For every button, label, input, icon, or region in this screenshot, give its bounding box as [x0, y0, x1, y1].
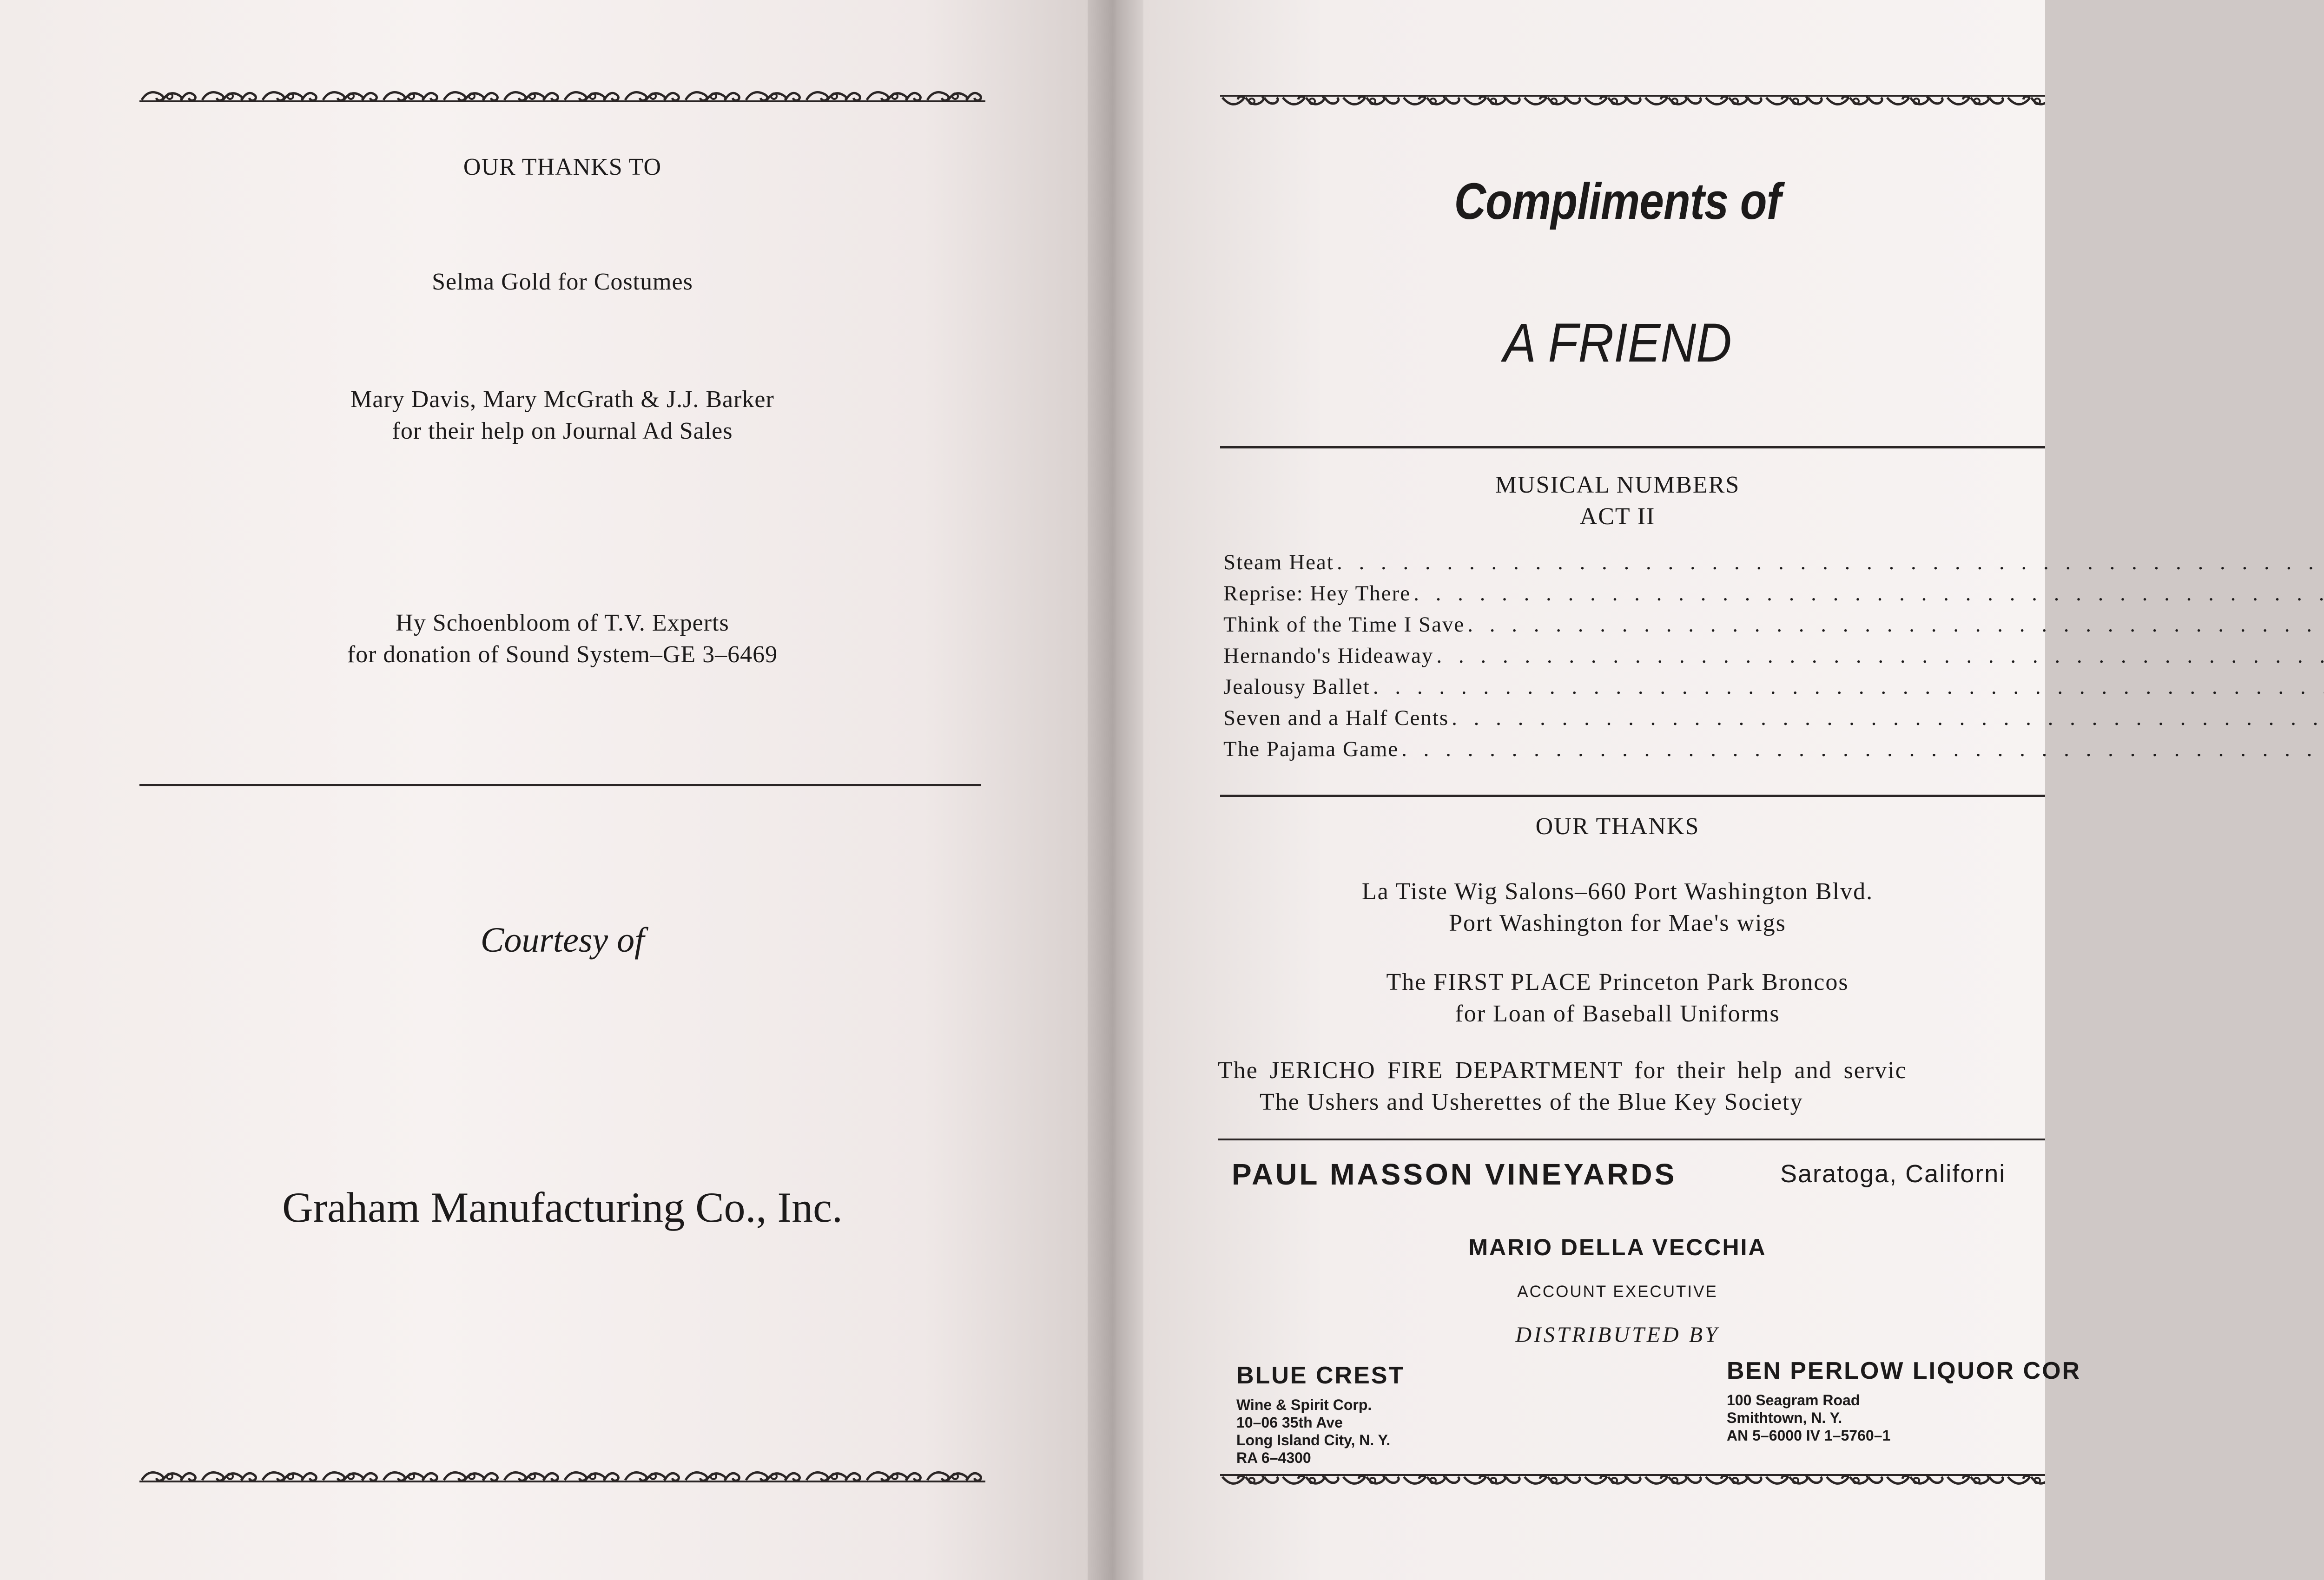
- compliments-heading: Compliments of: [1454, 173, 1781, 230]
- ad-top-rule: [1218, 1139, 2045, 1140]
- courtesy-of-label: Courtesy of: [480, 921, 645, 960]
- distributor-line: 10–06 35th Ave: [1236, 1414, 1343, 1431]
- song-title: The Pajama Game: [1223, 737, 1399, 761]
- musical-numbers-heading: [1190, 469, 2045, 533]
- leader-dots: [1411, 581, 2324, 606]
- credit-line: Selma Gold for Costumes: [432, 269, 693, 295]
- top-ornament-border: [139, 86, 985, 105]
- credit-line: Mary Davis, Mary McGrath & J.J. Barker: [350, 386, 774, 413]
- right-divider-rule-2: [1220, 795, 2045, 797]
- song-title: Steam Heat: [1223, 550, 1334, 574]
- song-title: Think of the Time I Save: [1223, 612, 1465, 637]
- right-divider-rule-1: [1220, 446, 2045, 448]
- distributor-line: Wine & Spirit Corp.: [1236, 1396, 1372, 1413]
- thanks-wig-salons: [1190, 876, 2045, 939]
- list-item: [1223, 550, 2088, 581]
- credit-line: for donation of Sound System–GE 3–6469: [347, 641, 778, 668]
- song-title: Hernando's Hideaway: [1223, 644, 1434, 668]
- list-item: [1223, 643, 2088, 674]
- right-thanks-heading: OUR THANKS: [1535, 813, 1700, 840]
- left-thanks-heading: OUR THANKS TO: [463, 154, 662, 180]
- song-title: Jealousy Ballet: [1223, 675, 1370, 699]
- distributor-line: Smithtown, N. Y.: [1727, 1409, 1842, 1426]
- list-item: [1223, 737, 2088, 768]
- leader-dots: [1370, 674, 2324, 699]
- thanks-broncos: [1190, 967, 2045, 1030]
- credit-ad-sales: [139, 384, 985, 447]
- credit-costumes: [139, 266, 985, 298]
- list-item: [1223, 674, 2088, 705]
- leader-dots: [1433, 643, 2324, 668]
- sponsor-name: Graham Manufacturing Co., Inc.: [282, 1184, 843, 1231]
- ad-company-name: PAUL MASSON VINEYARDS: [1232, 1158, 1677, 1191]
- list-item: [1223, 705, 2088, 737]
- thanks-line: The JERICHO FIRE DEPARTMENT for their help and servic: [1218, 1057, 1907, 1084]
- bottom-ornament-border: [1220, 1472, 2045, 1491]
- song-title: Reprise: Hey There: [1223, 581, 1411, 606]
- song-title: Seven and a Half Cents: [1223, 706, 1449, 730]
- thanks-line: Port Washington for Mae's wigs: [1449, 910, 1786, 936]
- thanks-line: for Loan of Baseball Uniforms: [1455, 1001, 1780, 1027]
- credit-line: Hy Schoenbloom of T.V. Experts: [396, 610, 729, 636]
- thanks-line: The FIRST PLACE Princeton Park Broncos: [1386, 969, 1849, 995]
- thanks-fire-department: [1218, 1055, 2045, 1118]
- left-page: [0, 0, 1088, 1580]
- leader-dots: [1334, 550, 2324, 575]
- book-gutter: [1088, 0, 1143, 1580]
- distributor-line: RA 6–4300: [1236, 1449, 1311, 1466]
- musical-numbers-title: MUSICAL NUMBERS: [1495, 472, 1740, 498]
- thanks-line: La Tiste Wig Salons–660 Port Washington Blvd.: [1361, 878, 1874, 905]
- list-item: [1223, 612, 2088, 643]
- credit-line: for their help on Journal Ad Sales: [392, 418, 733, 444]
- distributor-name: BLUE CREST: [1236, 1362, 1405, 1389]
- list-item: [1223, 581, 2088, 612]
- left-divider-rule: [139, 784, 981, 786]
- friend-heading: A FRIEND: [1503, 312, 1732, 374]
- ad-person-name: MARIO DELLA VECCHIA: [1468, 1234, 1767, 1260]
- right-page: [1143, 0, 2081, 1580]
- top-ornament-border: [1220, 93, 2045, 112]
- leader-dots: [1465, 612, 2324, 637]
- thanks-line: The Ushers and Usherettes of the Blue Key Society: [1260, 1089, 1803, 1115]
- ad-location: Saratoga, Californi: [1780, 1160, 2006, 1188]
- credit-sound-system: [139, 607, 985, 671]
- distributor-ben-perlow: [1727, 1357, 2081, 1444]
- distributor-line: Long Island City, N. Y.: [1236, 1432, 1391, 1448]
- leader-dots: [1449, 705, 2324, 731]
- act-label: ACT II: [1579, 503, 1656, 530]
- leader-dots: [1399, 737, 2324, 762]
- distributor-name: BEN PERLOW LIQUOR COR: [1727, 1357, 2081, 1384]
- distributor-line: 100 Seagram Road: [1727, 1392, 1860, 1409]
- musical-numbers-list: [1223, 550, 2088, 768]
- distributor-line: AN 5–6000 IV 1–5760–1: [1727, 1427, 1891, 1444]
- ad-distributed-by: DISTRIBUTED BY: [1515, 1323, 1720, 1347]
- ad-person-role: ACCOUNT EXECUTIVE: [1517, 1283, 1718, 1301]
- bottom-ornament-border: [139, 1466, 985, 1485]
- distributor-blue-crest: [1236, 1362, 1405, 1467]
